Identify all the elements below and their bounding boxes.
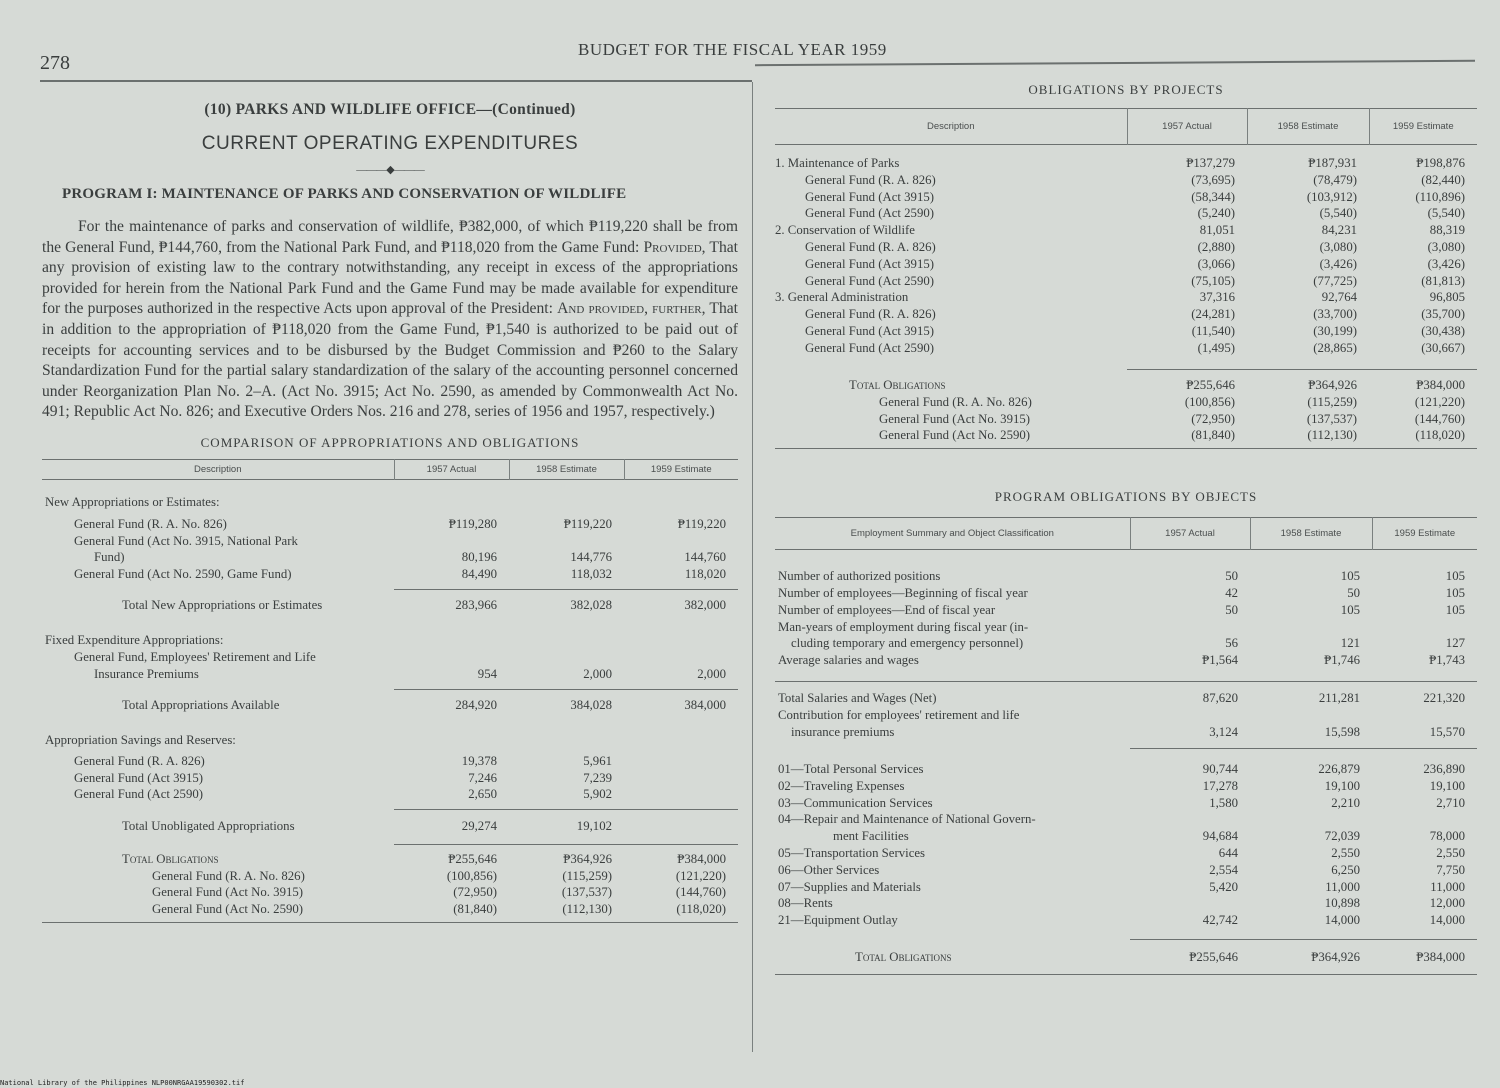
table-row: General Fund (R. A. 826) (24,281) (33,700) (35,700): [775, 306, 1477, 323]
col-1957: 1957 Actual: [1127, 109, 1247, 145]
projects-title: OBLIGATIONS BY PROJECTS: [1028, 82, 1224, 97]
col-1958: 1958 Estimate: [1247, 109, 1369, 145]
running-title: BUDGET FOR THE FISCAL YEAR 1959: [578, 40, 887, 59]
row-label: 21—Equipment Outlay: [778, 913, 898, 928]
row-label: cluding temporary and emergency personnel): [791, 636, 1024, 651]
table-row: [775, 707, 1477, 724]
row-label: General Fund (R. A. No. 826): [879, 394, 1032, 409]
row-label: General Fund (Act 3915): [805, 189, 934, 204]
row-label: General Fund, Employees' Retirement and Life: [74, 650, 316, 665]
row-label: General Fund (Act No. 2590, Game Fund): [74, 567, 292, 582]
row-label: General Fund (Act 2590): [805, 206, 934, 221]
table-row: Total Obligations ₱255,646 ₱364,926 ₱384,000: [775, 369, 1477, 394]
table-row: General Fund (R. A. No. 826) (100,856) (115,259) (121,220): [42, 868, 738, 885]
column-divider: [752, 82, 753, 1052]
table-row: [42, 632, 738, 649]
table-row: Number of authorized positions 50 105 105: [775, 568, 1477, 585]
row-label: General Fund (Act 3915): [74, 770, 203, 785]
left-column: [42, 95, 738, 923]
row-label: insurance premiums: [791, 724, 895, 739]
table-row: cluding temporary and emergency personnel) 56 121 127: [775, 635, 1477, 652]
table-row: Average salaries and wages ₱1,564 ₱1,746 ₱1,743: [775, 652, 1477, 669]
row-label: New Appropriations or Estimates:: [45, 494, 220, 509]
table-row: General Fund (Act No. 2590, Game Fund) 84,490 118,032 118,020: [42, 566, 738, 583]
table-row: Total Appropriations Available 284,920 384,028 384,000: [42, 689, 738, 714]
table-row: 06—Other Services 2,554 6,250 7,750: [775, 862, 1477, 879]
table-row: General Fund (R. A. 826) 19,378 5,961: [42, 753, 738, 770]
objects-table: [775, 517, 1477, 975]
table-row: 02—Traveling Expenses 17,278 19,100 19,100: [775, 778, 1477, 795]
table-row: Total Obligations ₱255,646 ₱364,926 ₱384,000: [42, 845, 738, 868]
row-label: 06—Other Services: [778, 862, 880, 877]
table-row: [775, 619, 1477, 636]
row-label: Contribution for employees' retirement and life: [778, 707, 1020, 722]
row-label: Number of authorized positions: [778, 569, 941, 584]
scan-footer: National Library of the Philippines NLP00NRGAA19590302.tif: [0, 1079, 245, 1087]
row-label: General Fund (R. A. 826): [74, 753, 205, 768]
table-row: 2. Conservation of Wildlife 81,051 84,231 88,319: [775, 223, 1465, 238]
row-label: Fixed Expenditure Appropriations:: [45, 633, 224, 648]
table-row: General Fund (Act No. 2590) (81,840) (112,130) (118,020): [42, 901, 738, 918]
table-row: [42, 649, 738, 666]
table-row: Total Unobligated Appropriations 29,274 19,102: [42, 810, 738, 835]
table-row: General Fund (Act 2590) 2,650 5,902: [42, 786, 738, 803]
table-row: 08—Rents 10,898 12,000: [775, 895, 1477, 912]
table-row: Number of employees—Beginning of fiscal year 42 50 105: [775, 585, 1477, 602]
row-label: Total Appropriations Available: [122, 698, 280, 713]
col-description: Description: [926, 121, 975, 132]
col-1959: 1959 Estimate: [1372, 518, 1477, 550]
row-label: 1. Maintenance of Parks: [775, 156, 900, 170]
row-label: 08—Rents: [778, 896, 833, 911]
col-description: Description: [193, 463, 242, 475]
table-row: Total New Appropriations or Estimates 283,966 382,028 382,000: [42, 589, 738, 614]
row-label: General Fund (Act No. 3915): [879, 411, 1031, 426]
row-label: General Fund (R. A. No. 826): [74, 516, 227, 531]
col-1958: 1958 Estimate: [509, 459, 624, 479]
table-row: General Fund (Act 2590) (1,495) (28,865) (30,667): [775, 340, 1477, 357]
col-description: Employment Summary and Object Classification: [850, 528, 1054, 540]
table-row: General Fund (R. A. No. 826) (100,856) (115,259) (121,220): [775, 394, 1477, 411]
table-row: General Fund (Act No. 3915) (72,950) (137,537) (144,760): [775, 411, 1477, 428]
row-label: Total Unobligated Appropriations: [122, 818, 295, 833]
row-label: ment Facilities: [833, 829, 909, 844]
col-1957: 1957 Actual: [1130, 518, 1250, 550]
section-title: CURRENT OPERATING EXPENDITURES: [201, 133, 579, 154]
table-row: General Fund (Act 2590) (75,105) (77,725) (81,813): [775, 273, 1477, 290]
row-label: 05—Transportation Services: [778, 845, 926, 860]
table-row: [775, 811, 1477, 828]
table-row: insurance premiums 3,124 15,598 15,570: [775, 724, 1477, 741]
row-label: General Fund (Act 2590): [74, 787, 203, 802]
objects-title: PROGRAM OBLIGATIONS BY OBJECTS: [994, 489, 1258, 505]
row-label: Appropriation Savings and Reserves:: [45, 732, 236, 747]
row-label: General Fund (Act 3915): [805, 323, 934, 338]
page-number: 278: [40, 52, 70, 74]
table-row: General Fund (R. A. No. 826) ₱119,280 ₱119,220 ₱119,220: [42, 516, 738, 533]
table-row: General Fund (Act 3915) 7,246 7,239: [42, 770, 738, 787]
row-label: General Fund (Act 2590): [805, 340, 934, 355]
row-label: 07—Supplies and Materials: [778, 879, 921, 894]
program-paragraph: For the maintenance of parks and conservation of wildlife, ₱382,000, of which ₱119,220 shall be from the General Fund, ₱144,760, from the National Park Fund, and ₱118,020 from the Game Fund: Provided, That any provision of existing law to the contrary notwithstanding, any receipt in excess of the appropriations provided for herein from the National Park Fund and the Game Fund may be made available for expenditure for the purposes authorized in the respective Acts upon approval of the President: And provided, further, That in addition to the appropriation of ₱118,020 from the Game Fund, ₱1,540 is authorized to be paid out of receipts for accounting services and to be disbursed by the Budget Commission and ₱260 to the Salary Standardization Fund for the partial salary standardization of the salary of the accounting personnel concerned under Reorganization Plan No. 2–A. (Act No. 3915; Act No. 2590, as amended by Commonwealth Act No. 491; Republic Act No. 826; and Executive Orders Nos. 216 and 278, series of 1956 and 1957, respectively.): [42, 218, 739, 421]
office-title: (10) PARKS AND WILDLIFE OFFICE—(Continued): [204, 101, 576, 118]
table-row: General Fund (R. A. 826) (73,695) (78,479) (82,440): [775, 172, 1477, 189]
row-label: Total Obligations: [855, 950, 952, 965]
col-1959: 1959 Estimate: [624, 459, 738, 479]
col-1959: 1959 Estimate: [1369, 109, 1477, 145]
row-label: Insurance Premiums: [94, 666, 199, 681]
row-label: Number of employees—Beginning of fiscal year: [778, 586, 1028, 601]
row-label: General Fund (Act No. 2590): [879, 428, 1031, 443]
row-label: Total Salaries and Wages (Net): [778, 691, 937, 706]
table-row: General Fund (Act 3915) (58,344) (103,912) (110,896): [775, 189, 1477, 206]
row-label: 04—Repair and Maintenance of National Govern-: [778, 812, 1036, 827]
row-label: 3. General Administration: [775, 290, 909, 305]
row-label: 02—Traveling Expenses: [778, 778, 905, 793]
row-label: General Fund (Act 2590): [805, 273, 934, 288]
table-row: ment Facilities 94,684 72,039 78,000: [775, 828, 1477, 845]
table-row: 21—Equipment Outlay 42,742 14,000 14,000: [775, 912, 1477, 929]
row-label: General Fund (Act No. 3915): [152, 885, 304, 900]
row-label: 2. Conservation of Wildlife: [775, 223, 915, 238]
row-label: 03—Communication Services: [778, 795, 933, 810]
program-title: PROGRAM I: MAINTENANCE OF PARKS AND CONSERVATION OF WILDLIFE: [62, 186, 627, 202]
table-row: [42, 533, 738, 550]
row-label: General Fund (R. A. No. 826): [152, 868, 305, 883]
projects-table: [775, 108, 1477, 449]
row-label: Total New Appropriations or Estimates: [122, 598, 323, 613]
row-label: General Fund (Act No. 2590): [152, 902, 304, 917]
ornament-divider: ———◆———: [356, 164, 424, 176]
table-row: [42, 732, 738, 749]
table-row: 07—Supplies and Materials 5,420 11,000 11,000: [775, 879, 1477, 896]
table-row: Number of employees—End of fiscal year 50 105 105: [775, 602, 1477, 619]
col-1958: 1958 Estimate: [1250, 518, 1372, 550]
table-row: 3. General Administration 37,316 92,764 96,805: [775, 290, 1465, 305]
table-row: Insurance Premiums 954 2,000 2,000: [42, 666, 738, 683]
table-row: Total Obligations ₱255,646 ₱364,926 ₱384,000: [775, 939, 1477, 966]
row-label: Average salaries and wages: [778, 653, 919, 668]
row-label: Number of employees—End of fiscal year: [778, 602, 996, 617]
row-label: General Fund (Act 3915): [805, 256, 934, 271]
table-row: 01—Total Personal Services 90,744 226,879 236,890: [775, 749, 1477, 778]
table-row: General Fund (R. A. 826) (2,880) (3,080) (3,080): [775, 239, 1477, 256]
row-label: Man-years of employment during fiscal year (in-: [778, 619, 1029, 634]
table-row: General Fund (Act No. 3915) (72,950) (137,537) (144,760): [42, 884, 738, 901]
row-label: General Fund (R. A. 826): [805, 307, 936, 322]
row-label: General Fund (Act No. 3915, National Park: [74, 533, 298, 548]
row-label: 01—Total Personal Services: [778, 761, 924, 776]
table-row: General Fund (Act 3915) (3,066) (3,426) (3,426): [775, 256, 1477, 273]
table-row: Total Salaries and Wages (Net) 87,620 211,281 221,320: [775, 690, 1477, 707]
header-rule-left: [40, 80, 752, 82]
table-row: Fund) 80,196 144,776 144,760: [42, 549, 738, 566]
table-row: General Fund (Act 2590) (5,240) (5,540) (5,540): [775, 205, 1477, 222]
col-1957: 1957 Actual: [394, 459, 509, 479]
table-row: General Fund (Act No. 2590) (81,840) (112,130) (118,020): [775, 427, 1477, 444]
table-row: 05—Transportation Services 644 2,550 2,550: [775, 845, 1477, 862]
row-label: Fund): [94, 550, 125, 565]
row-label: General Fund (R. A. 826): [805, 239, 936, 254]
comparison-title: COMPARISON OF APPROPRIATIONS AND OBLIGATIONS: [200, 434, 580, 450]
right-column: [775, 80, 1477, 975]
table-row: 1. Maintenance of Parks ₱137,279 ₱187,931 ₱198,876: [775, 156, 1465, 170]
row-label: General Fund (R. A. 826): [805, 172, 936, 187]
table-row: General Fund (Act 3915) (11,540) (30,199) (30,438): [775, 323, 1477, 340]
comparison-table: [42, 459, 738, 923]
table-row: [42, 494, 738, 511]
row-label: Total Obligations: [122, 851, 219, 866]
table-row: 03—Communication Services 1,580 2,210 2,710: [775, 795, 1477, 812]
row-label: Total Obligations: [849, 378, 946, 393]
header-rule-right: [755, 60, 1475, 66]
